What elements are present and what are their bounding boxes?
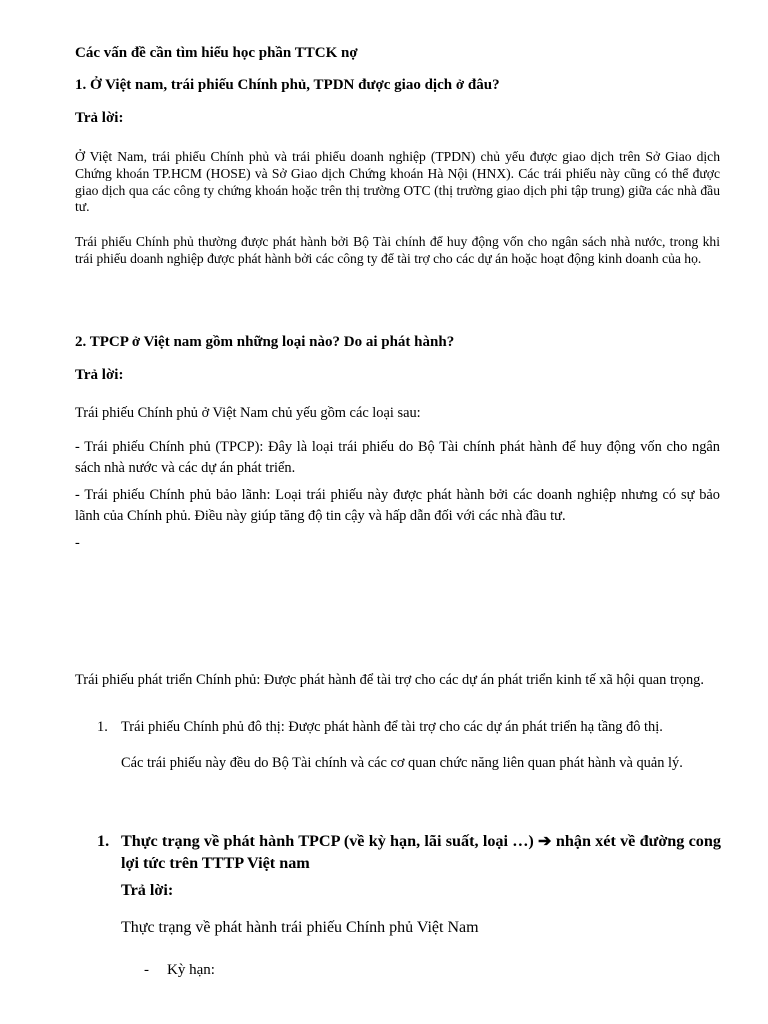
question-2-dash: -: [75, 535, 80, 551]
question-2-heading: 2. TPCP ở Việt nam gồm những loại nào? Do ai phát hành?: [75, 334, 455, 350]
question-1-answer-label: Trả lời:: [75, 110, 124, 126]
question-2-item-2: - Trái phiếu Chính phủ bảo lãnh: Loại trái phiếu này được phát hành bởi các doanh nghiệp nhưng có sự bảo lãnh của Chính phủ. Điều này giúp tăng độ tin cậy và hấp dẫn đối với các nhà đầu tư.: [75, 487, 720, 524]
numbered-item-number: 1.: [97, 719, 108, 735]
question-3-subheading: Thực trạng về phát hành trái phiếu Chính phủ Việt Nam: [121, 919, 479, 936]
question-3-number: 1.: [97, 832, 110, 850]
bullet-mark: -: [144, 962, 149, 978]
question-2-closing: Các trái phiếu này đều do Bộ Tài chính và các cơ quan chức năng liên quan phát hành và quản lý.: [121, 755, 683, 771]
document-title: Các vấn đề cần tìm hiểu học phần TTCK nợ: [75, 45, 358, 61]
question-2-item-1: - Trái phiếu Chính phủ (TPCP): Đây là loại trái phiếu do Bộ Tài chính phát hành để huy động vốn cho ngân sách nhà nước và các dự án phát triển.: [75, 439, 720, 476]
question-1-paragraph-1: Ở Việt Nam, trái phiếu Chính phủ và trái phiếu doanh nghiệp (TPDN) chủ yếu được giao dịch trên Sở Giao dịch Chứng khoán TP.HCM (HOSE) và Sở Giao dịch Chứng khoán Hà Nội (HNX). Các trái phiếu này cũng có thể được giao dịch qua các công ty chứng khoán hoặc trên thị trường OTC (thị trường giao dịch phi tập trung) giữa các nhà đầu tư.: [75, 149, 720, 215]
question-3-heading: Thực trạng về phát hành TPCP (về kỳ hạn, lãi suất, loại …) ➔ nhận xét về đường cong lợi tức trên TTTP Việt nam: [121, 832, 721, 872]
question-1-heading: 1. Ở Việt nam, trái phiếu Chính phủ, TPDN được giao dịch ở đâu?: [75, 77, 500, 93]
question-2-item-3: Trái phiếu phát triển Chính phủ: Được phát hành để tài trợ cho các dự án phát triển kinh tế xã hội quan trọng.: [75, 672, 704, 688]
numbered-item-urban-bonds: Trái phiếu Chính phủ đô thị: Được phát hành để tài trợ cho các dự án phát triển hạ tầng đô thị.: [121, 719, 663, 735]
question-1-paragraph-2: Trái phiếu Chính phủ thường được phát hành bởi Bộ Tài chính để huy động vốn cho ngân sách nhà nước, trong khi trái phiếu doanh nghiệp được phát hành bởi các công ty để tài trợ cho các dự án hoặc hoạt động kinh doanh của họ.: [75, 234, 720, 266]
question-2-intro: Trái phiếu Chính phủ ở Việt Nam chủ yếu gồm các loại sau:: [75, 405, 421, 421]
question-3-answer-label: Trả lời:: [121, 881, 174, 899]
bullet-term: Kỳ hạn:: [167, 962, 215, 978]
question-2-answer-label: Trả lời:: [75, 367, 124, 383]
